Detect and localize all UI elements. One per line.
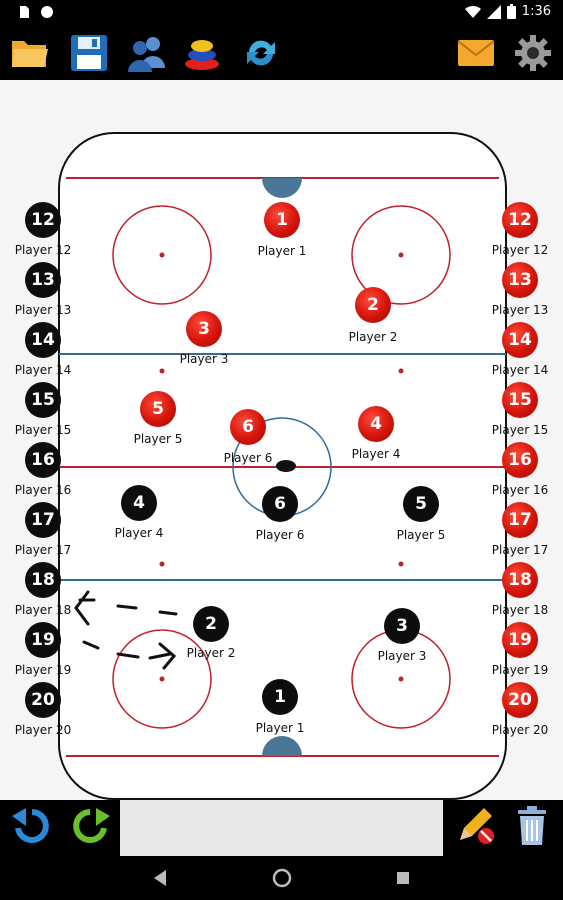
left-bench-player-20[interactable]: 20 [25,682,61,718]
left-bench-label-19: Player 19 [14,663,72,677]
left-bench-player-19[interactable]: 19 [25,622,61,658]
recents-button[interactable] [393,868,413,892]
red-player-6-label: Player 6 [223,451,273,465]
right-bench-player-18[interactable]: 18 [502,562,538,598]
home-button[interactable] [271,867,293,893]
back-button[interactable] [150,868,170,892]
right-bench-player-14[interactable]: 14 [502,322,538,358]
sd-card-icon [18,5,30,19]
redo-button[interactable] [70,806,110,846]
folder-open-icon [10,35,50,71]
black-player-5-label: Player 5 [396,528,446,542]
black-player-1[interactable]: 1 [262,679,298,715]
team-button[interactable] [126,32,168,74]
battery-icon [507,4,516,19]
gear-icon [514,34,552,72]
black-player-3[interactable]: 3 [384,608,420,644]
trash-icon [514,805,550,847]
email-button[interactable] [455,32,497,74]
red-player-5-label: Player 5 [133,432,183,446]
status-time: 1:36 [521,4,551,19]
left-bench-player-18[interactable]: 18 [25,562,61,598]
bottom-bar [0,800,563,856]
left-bench-player-14[interactable]: 14 [25,322,61,358]
red-player-4[interactable]: 4 [358,406,394,442]
left-bench-label-13: Player 13 [14,303,72,317]
redo-icon [70,806,110,846]
black-player-4[interactable]: 4 [121,485,157,521]
toolbar [0,26,563,80]
right-bench-player-17[interactable]: 17 [502,502,538,538]
left-bench-label-20: Player 20 [14,723,72,737]
left-bench-player-12[interactable]: 12 [25,202,61,238]
wifi-icon [465,5,481,19]
red-player-2-label: Player 2 [348,330,398,344]
navigation-bar [0,856,563,900]
team-icon [127,34,167,72]
right-bench-label-18: Player 18 [491,603,549,617]
black-player-5[interactable]: 5 [403,486,439,522]
red-player-5[interactable]: 5 [140,391,176,427]
cones-icon [182,34,222,72]
notification-dot-icon [40,5,54,19]
puck[interactable] [276,460,296,472]
right-bench-label-15: Player 15 [491,423,549,437]
left-bench-label-12: Player 12 [14,243,72,257]
mail-icon [457,39,495,67]
home-icon [271,867,293,889]
back-icon [150,868,170,888]
open-file-button[interactable] [9,32,51,74]
black-player-2-label: Player 2 [186,646,236,660]
sync-button[interactable] [240,32,282,74]
left-bench-player-16[interactable]: 16 [25,442,61,478]
cones-button[interactable] [181,32,223,74]
right-bench-label-19: Player 19 [491,663,549,677]
delete-button[interactable] [514,805,550,847]
left-bench-player-17[interactable]: 17 [25,502,61,538]
red-player-1[interactable]: 1 [264,202,300,238]
red-player-2[interactable]: 2 [355,287,391,323]
left-bench-player-13[interactable]: 13 [25,262,61,298]
undo-icon [12,806,52,846]
right-bench-player-19[interactable]: 19 [502,622,538,658]
settings-button[interactable] [512,32,554,74]
right-bench-label-20: Player 20 [491,723,549,737]
right-bench-player-16[interactable]: 16 [502,442,538,478]
black-player-6[interactable]: 6 [262,486,298,522]
right-bench-label-12: Player 12 [491,243,549,257]
notes-field[interactable] [120,800,443,856]
left-bench-label-15: Player 15 [14,423,72,437]
left-bench-label-14: Player 14 [14,363,72,377]
right-bench-label-13: Player 13 [491,303,549,317]
rink-area[interactable] [0,80,563,800]
right-bench-player-13[interactable]: 13 [502,262,538,298]
right-bench-label-17: Player 17 [491,543,549,557]
red-player-1-label: Player 1 [257,244,307,258]
black-player-6-label: Player 6 [255,528,305,542]
pencil-eraser-icon [456,806,496,846]
right-bench-player-15[interactable]: 15 [502,382,538,418]
signal-icon [487,5,501,19]
right-bench-player-12[interactable]: 12 [502,202,538,238]
black-player-1-label: Player 1 [255,721,305,735]
save-icon [70,34,108,72]
right-bench-player-20[interactable]: 20 [502,682,538,718]
undo-button[interactable] [12,806,52,846]
black-player-4-label: Player 4 [114,526,164,540]
red-player-6[interactable]: 6 [230,409,266,445]
save-button[interactable] [68,32,110,74]
status-bar [0,0,563,26]
black-player-2[interactable]: 2 [193,606,229,642]
red-player-3[interactable]: 3 [186,311,222,347]
black-player-3-label: Player 3 [377,649,427,663]
left-bench-player-15[interactable]: 15 [25,382,61,418]
right-bench-label-16: Player 16 [491,483,549,497]
recents-icon [393,868,413,888]
left-bench-label-16: Player 16 [14,483,72,497]
left-bench-label-18: Player 18 [14,603,72,617]
left-bench-label-17: Player 17 [14,543,72,557]
erase-drawing-button[interactable] [456,806,496,846]
sync-icon [241,34,281,72]
red-player-3-label: Player 3 [179,352,229,366]
right-bench-label-14: Player 14 [491,363,549,377]
red-player-4-label: Player 4 [351,447,401,461]
